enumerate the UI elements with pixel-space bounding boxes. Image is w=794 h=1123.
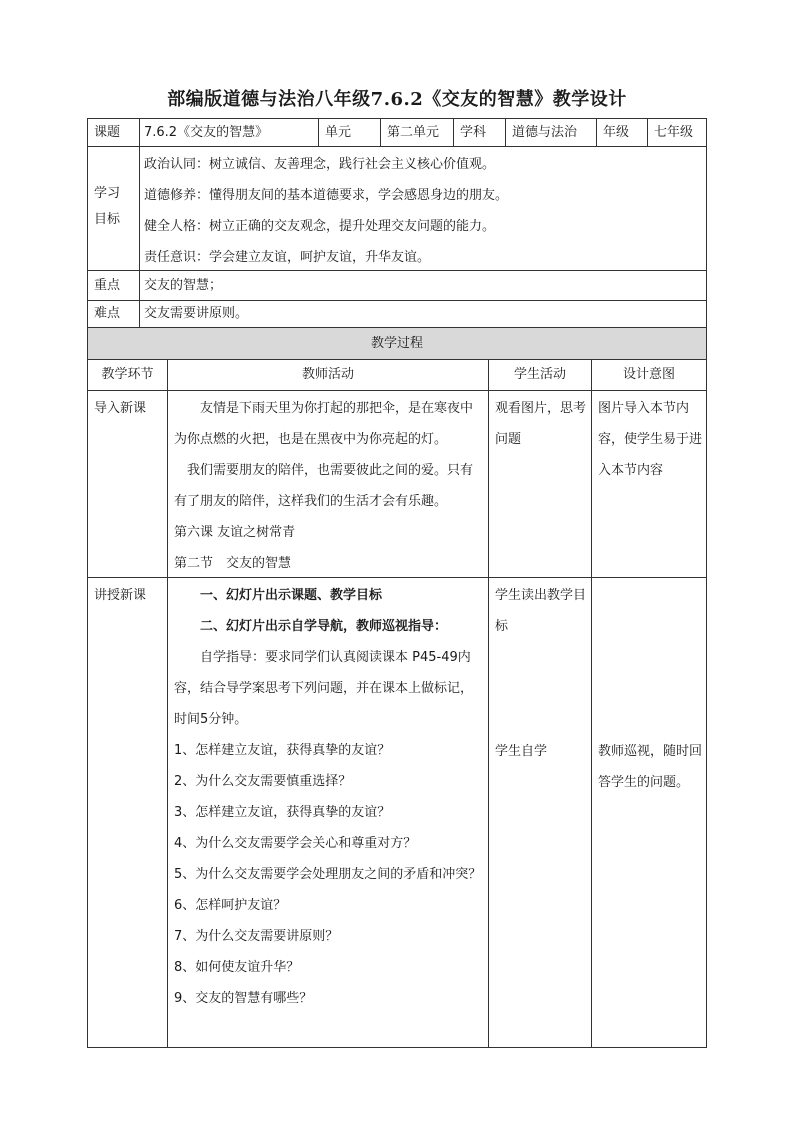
intro-intent: 图片导入本节内容，使学生易于进入本节内容 [598,401,703,478]
question-item: 9、交友的智慧有哪些？ [174,991,313,1006]
lesson-label-cell [87,118,140,147]
unit-label: 单元 [325,125,352,140]
lesson-stage-cell [87,577,168,1048]
col-header-stage [87,359,168,391]
objective-item: 道德修养：懂得朋友间的基本道德要求，学会感恩身边的朋友。 [144,188,509,203]
lesson-value-cell [139,118,319,147]
question-item: 5、为什么交友需要学会处理朋友之间的矛盾和冲突？ [174,867,482,882]
lesson-intent: 教师巡视，随时回答学生的问题。 [598,744,703,790]
objectives-content-cell [139,146,707,271]
self-study-guide: 自学指导：要求同学们认真阅读课本 P45-49内容，结合导学案思考下列问题，并在课本上做标记，时间5分钟。 [174,650,474,727]
intro-teacher-paragraph: 友情是下雨天里为你打起的那把伞，是在寒夜中为你点燃的火把，也是在黑夜中为你亮起的灯。 [174,401,474,447]
key-point-label-cell [87,270,140,301]
teacher-heading-1: 一、幻灯片出示课题、教学目标 [200,588,383,603]
intro-intent-cell [591,390,707,578]
lesson-student-1: 学生读出教学目标 [495,588,587,634]
intro-student-cell [488,390,592,578]
lesson-label: 课题 [94,125,121,140]
process-title-cell [87,327,707,360]
objective-item: 政治认同：树立诚信、友善理念，践行社会主义核心价值观。 [144,157,496,172]
difficulty-value-cell [139,300,707,328]
key-point-value: 交友的智慧； [144,278,223,293]
grade-value: 七年级 [654,125,694,140]
objective-item: 健全人格：树立正确的交友观念，提升处理交友问题的能力。 [144,219,496,234]
question-item: 6、怎样呵护友谊？ [174,898,287,913]
question-item: 2、为什么交友需要慎重选择？ [174,774,352,789]
objective-item: 责任意识：学会建立友谊，呵护友谊，升华友谊。 [144,250,431,265]
lesson-teacher-cell [167,577,489,1048]
intro-teacher-paragraph: 我们需要朋友的陪伴，也需要彼此之间的爱。只有有了朋友的陪伴，这样我们的生活才会有乐趣。 [174,463,474,509]
difficulty-value: 交友需要讲原则。 [144,306,249,321]
intro-student: 观看图片，思考问题 [495,401,587,447]
key-point-value-cell [139,270,707,301]
unit-value: 第二单元 [387,125,440,140]
question-item: 7、为什么交友需要讲原则？ [174,929,339,944]
grade-value-cell [647,118,707,147]
objectives-label-line1: 学习 [94,186,121,201]
subject-value-cell [505,118,597,147]
subject-label: 学科 [460,125,487,140]
intro-stage-cell [87,390,168,578]
col-header-teacher-label: 教师活动 [301,367,354,382]
lesson-student-cell [488,577,592,1048]
question-item: 3、怎样建立友谊，获得真挚的友谊？ [174,805,391,820]
question-item: 8、如何使友谊升华？ [174,960,300,975]
subject-value: 道德与法治 [512,125,578,140]
lesson-stage: 讲授新课 [94,588,147,603]
col-header-intent [591,359,707,391]
intro-teacher-section-line: 第二节 交友的智慧 [174,556,292,571]
unit-label-cell [318,118,381,147]
intro-teacher-lesson-line: 第六课 友谊之树常青 [174,525,296,540]
key-point-label: 重点 [94,278,121,293]
intro-stage: 导入新课 [94,401,147,416]
unit-value-cell [380,118,454,147]
objectives-label-line2: 目标 [94,212,121,227]
lesson-intent-cell [591,577,707,1048]
difficulty-label: 难点 [94,306,121,321]
document-title: 部编版道德与法治八年级7.6.2《交友的智慧》教学设计 [167,89,627,110]
objectives-label-cell [87,146,140,271]
col-header-student-label: 学生活动 [513,367,566,382]
col-header-teacher [167,359,489,391]
question-item: 1、怎样建立友谊，获得真挚的友谊？ [174,743,391,758]
col-header-intent-label: 设计意图 [622,367,675,382]
teacher-heading-2: 二、幻灯片出示自学导航，教师巡视指导： [200,619,448,634]
lesson-student-2: 学生自学 [495,744,548,759]
col-header-stage-label: 教学环节 [101,367,154,382]
difficulty-label-cell [87,300,140,328]
process-title: 教学过程 [370,336,423,351]
grade-label-cell [596,118,648,147]
col-header-student [488,359,592,391]
intro-teacher-cell [167,390,489,578]
lesson-value: 7.6.2《交友的智慧》 [144,125,269,140]
subject-label-cell [453,118,506,147]
grade-label: 年级 [603,125,630,140]
question-item: 4、为什么交友需要学会关心和尊重对方？ [174,836,417,851]
